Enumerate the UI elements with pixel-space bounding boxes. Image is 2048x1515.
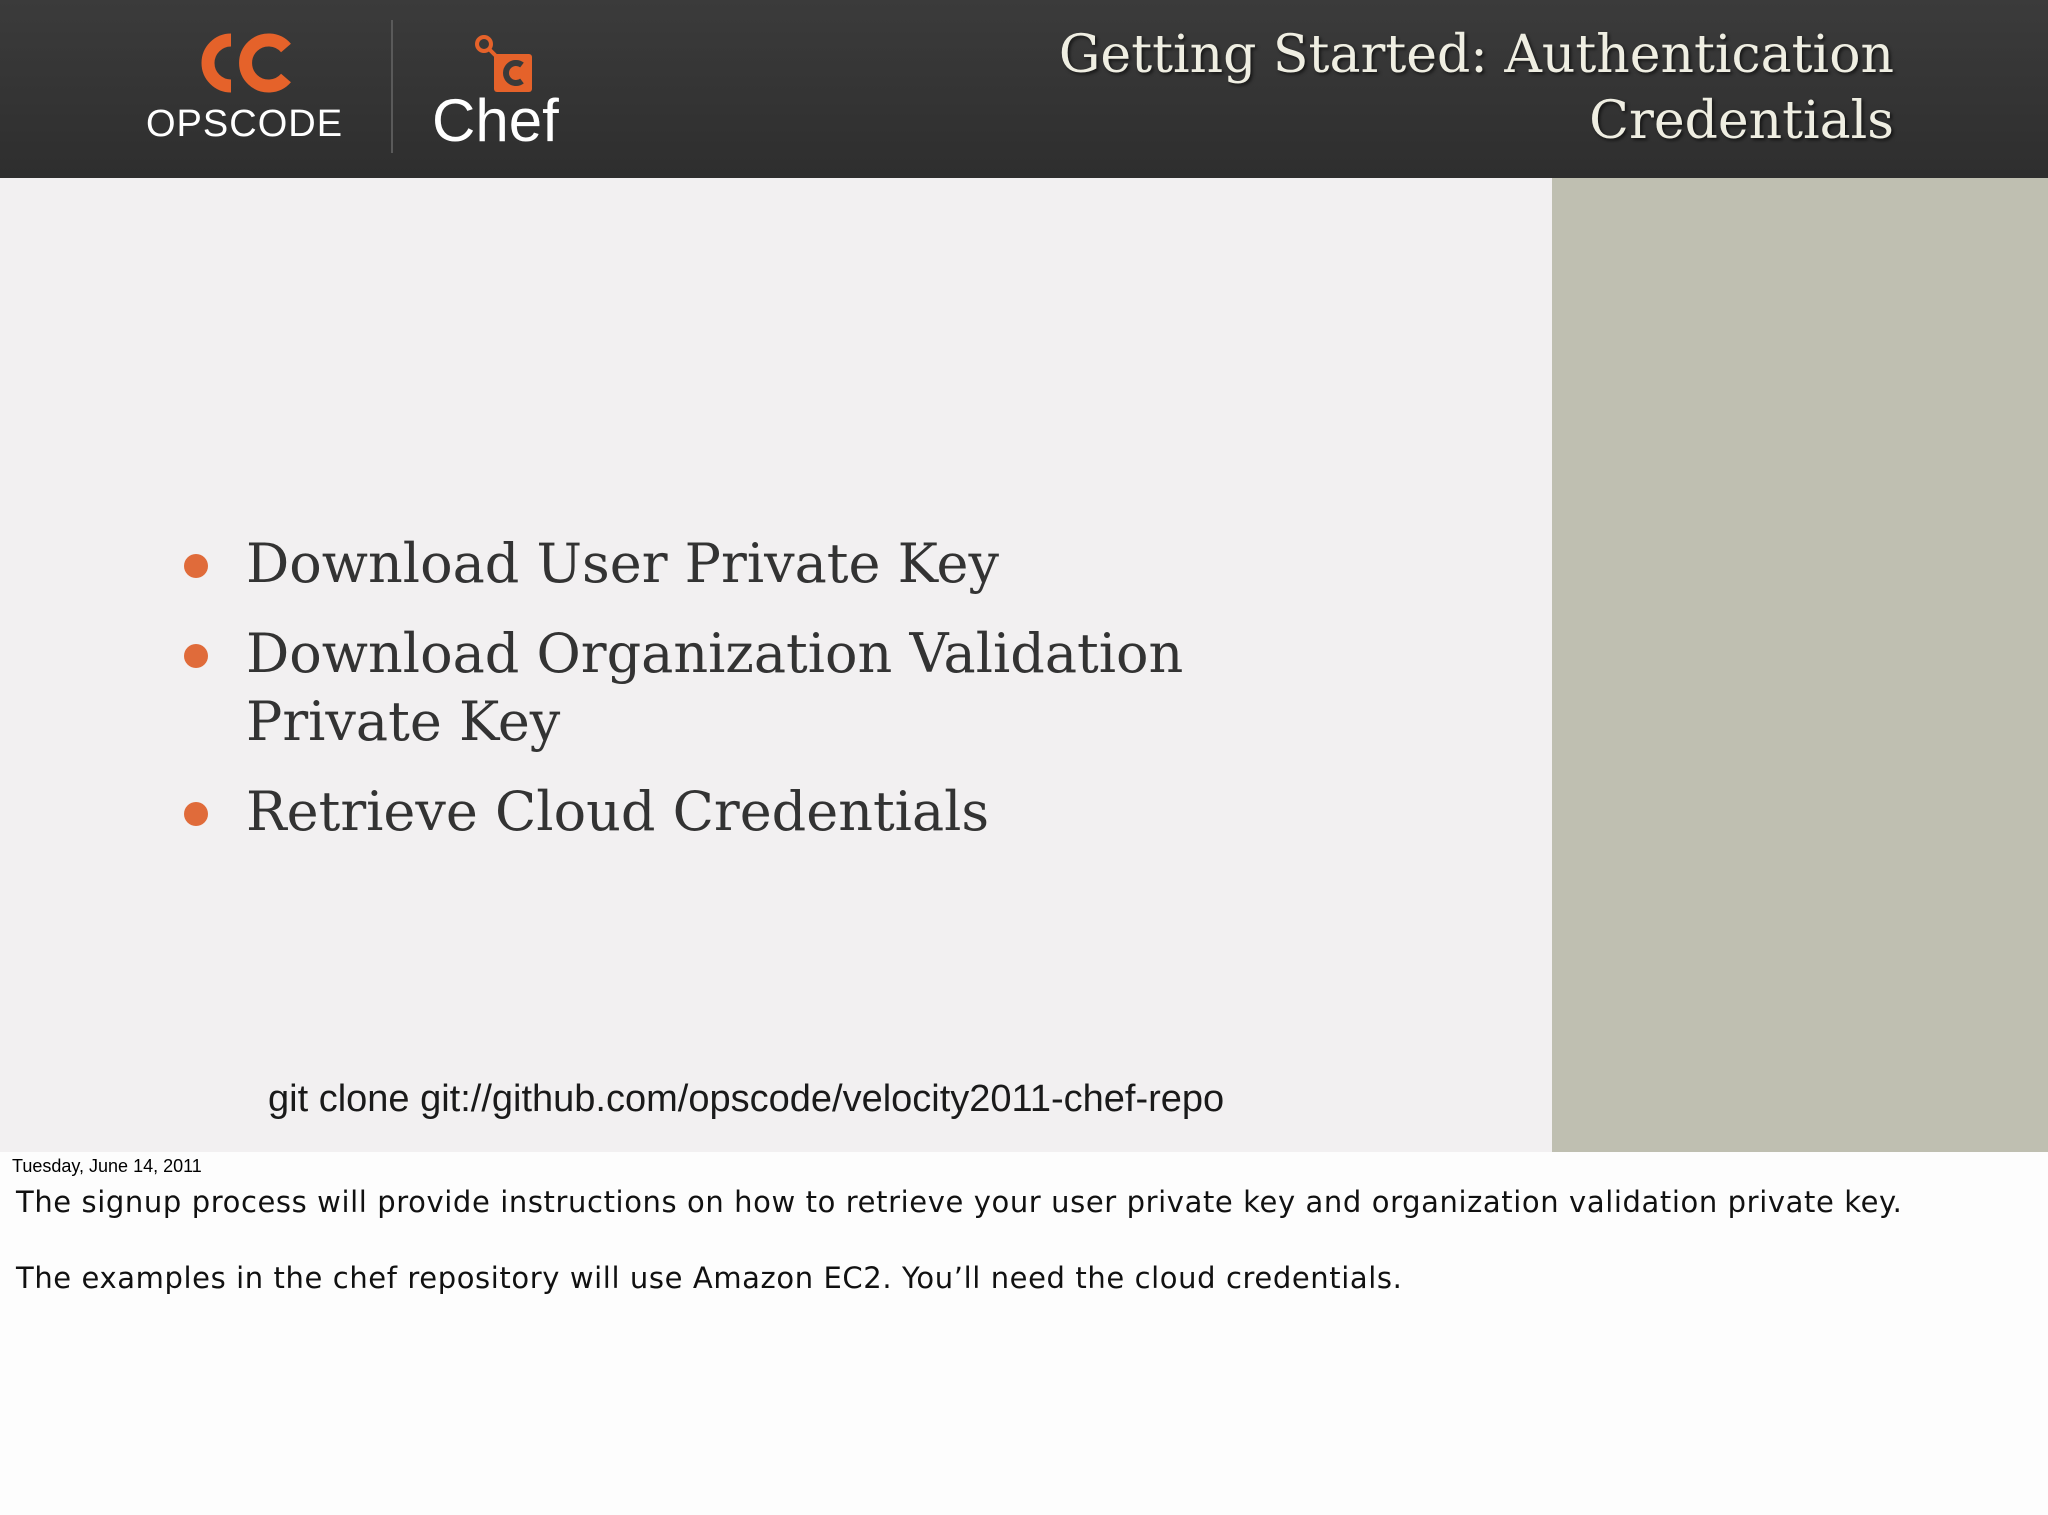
- slide-title-line-1: Getting Started: Authentication: [1058, 25, 1894, 85]
- slide-header: [0, 0, 2048, 178]
- chef-logo: [430, 30, 600, 154]
- note-paragraph: The examples in the chef repository will use Amazon EC2. You’ll need the cloud credentials.: [16, 1261, 1403, 1295]
- bullet-list: [178, 530, 1398, 868]
- chef-wordmark: Chef: [432, 87, 559, 154]
- bullet-item: [178, 530, 1398, 598]
- bullet-item: [178, 778, 1398, 846]
- opscode-logo: [140, 28, 360, 148]
- logo-divider: [391, 20, 393, 153]
- decorative-side-panel: [1552, 178, 2048, 1152]
- bullet-dot-icon: [184, 644, 208, 668]
- bullet-dot-icon: [184, 554, 208, 578]
- bullet-text: Download User Private Key: [246, 532, 999, 595]
- bullet-item: [178, 620, 1346, 756]
- bullet-text: Download Organization Validation Private Key: [246, 622, 1184, 753]
- git-clone-command: git clone git://github.com/opscode/velocity2011-chef-repo: [268, 1078, 1225, 1120]
- slide-title: [894, 22, 1894, 154]
- slide-title-line-2: Credentials: [1589, 91, 1894, 151]
- slide-date: Tuesday, June 14, 2011: [12, 1156, 202, 1176]
- speaker-notes: [16, 1182, 2026, 1334]
- opscode-wordmark: OPSCODE: [146, 103, 344, 145]
- bullet-dot-icon: [184, 802, 208, 826]
- bullet-text: Retrieve Cloud Credentials: [246, 780, 990, 843]
- note-paragraph: The signup process will provide instructions on how to retrieve your user private key and organization validation private key.: [16, 1185, 1903, 1219]
- opscode-oc-icon: [200, 32, 296, 94]
